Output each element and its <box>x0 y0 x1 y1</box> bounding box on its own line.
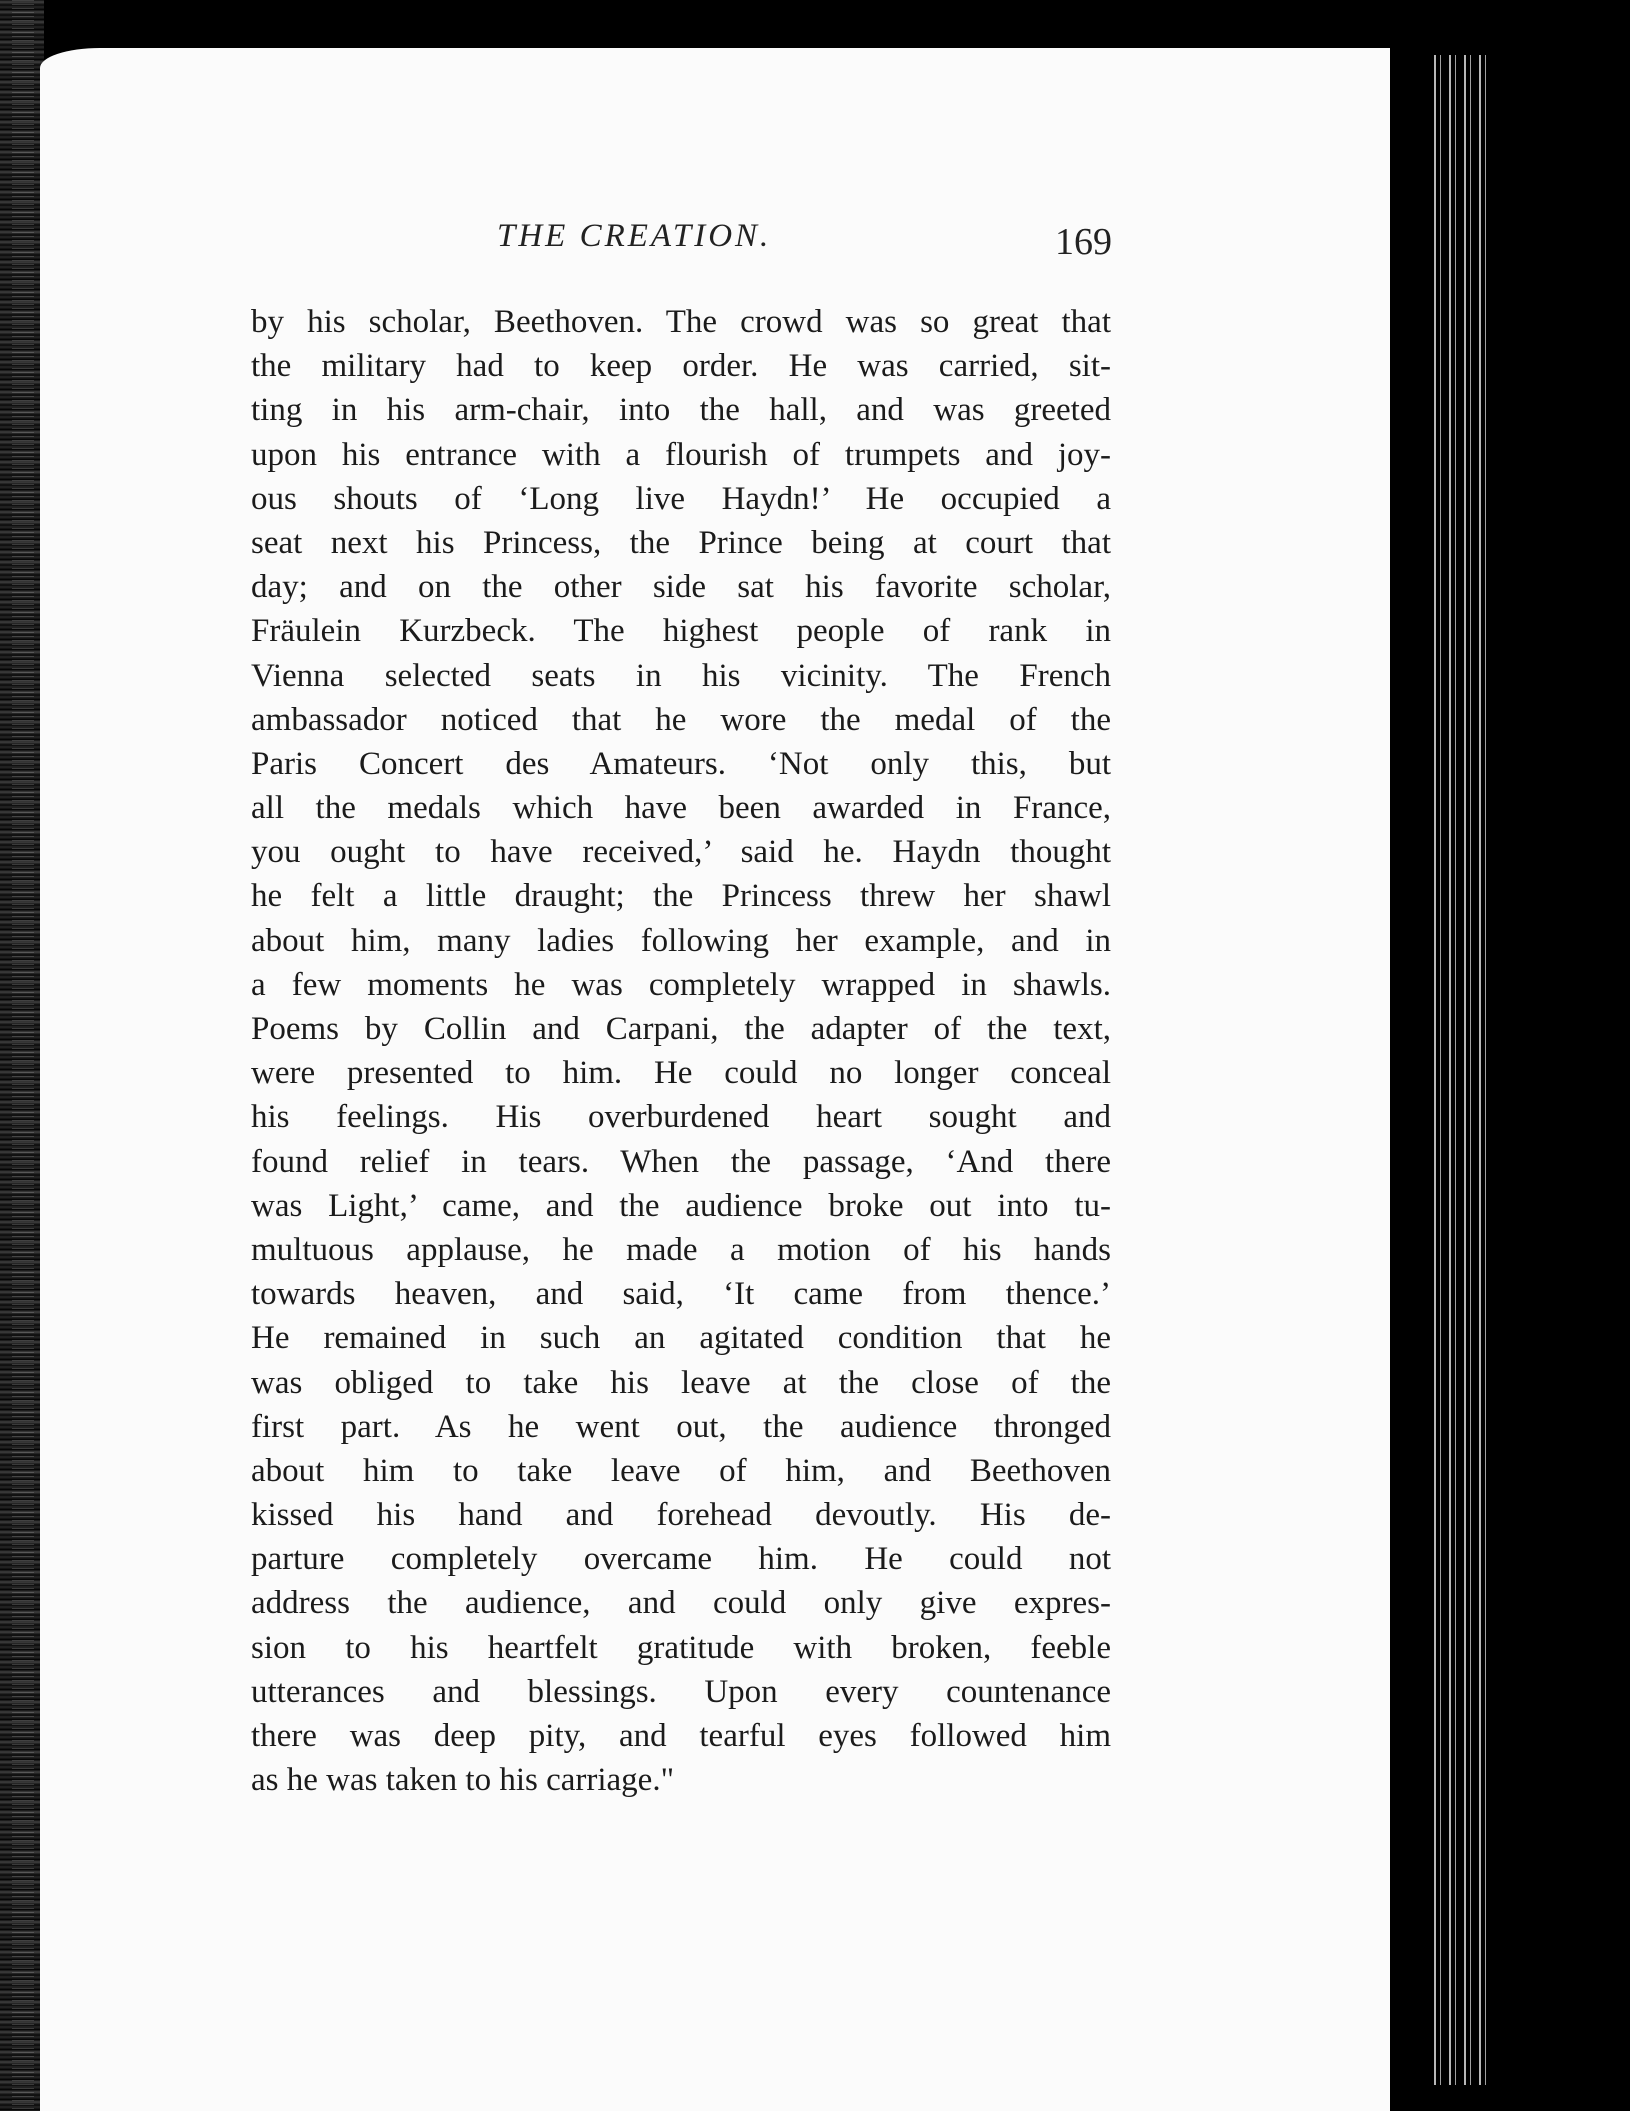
body-text <box>251 300 1111 1802</box>
text-line: He remained in such an agitated condition that he <box>251 1320 1111 1357</box>
text-line: found relief in tears. When the passage, ‘And there <box>251 1143 1111 1180</box>
text-line: ambassador noticed that he wore the medal of the <box>251 701 1111 738</box>
text-line-last: as he was taken to his carriage." <box>251 1762 675 1799</box>
text-line: were presented to him. He could no longer conceal <box>251 1055 1111 1092</box>
page-number: 169 <box>1055 221 1112 263</box>
text-line: address the audience, and could only give expres- <box>251 1585 1111 1622</box>
text-line: all the medals which have been awarded in France, <box>251 790 1111 827</box>
text-line: you ought to have received,’ said he. Haydn thought <box>251 834 1111 871</box>
text-line: Paris Concert des Amateurs. ‘Not only this, but <box>251 745 1111 782</box>
text-line: multuous applause, he made a motion of his hands <box>251 1231 1111 1268</box>
text-line: was obliged to take his leave at the close of the <box>251 1364 1111 1401</box>
page-header <box>252 218 1122 278</box>
text-line: Fräulein Kurzbeck. The highest people of rank in <box>251 613 1111 650</box>
text-line: Vienna selected seats in his vicinity. The French <box>251 657 1111 694</box>
text-line: kissed his hand and forehead devoutly. His de- <box>251 1497 1111 1534</box>
text-line: there was deep pity, and tearful eyes followed him <box>251 1718 1111 1754</box>
text-line: upon his entrance with a flourish of trumpets and joy- <box>251 436 1111 473</box>
page-edges <box>1390 0 1630 2111</box>
text-line: Poems by Collin and Carpani, the adapter of the text, <box>251 1011 1111 1047</box>
text-line: about him to take leave of him, and Beethoven <box>251 1452 1111 1489</box>
text-line: ting in his arm-chair, into the hall, and was greeted <box>251 392 1111 429</box>
text-line: about him, many ladies following her example, and in <box>251 922 1111 959</box>
text-line: ous shouts of ‘Long live Haydn!’ He occupied a <box>251 480 1111 517</box>
text-line: he felt a little draught; the Princess threw her shawl <box>251 878 1111 915</box>
page-leaves-stack <box>1430 55 1490 2085</box>
text-line: day; and on the other side sat his favorite scholar, <box>251 569 1111 606</box>
book-binding-edge <box>0 0 44 2111</box>
text-line: parture completely overcame him. He could not <box>251 1541 1111 1578</box>
text-line: sion to his heartfelt gratitude with broken, feeble <box>251 1629 1111 1666</box>
text-line: his feelings. His overburdened heart sought and <box>251 1099 1111 1136</box>
text-line: was Light,’ came, and the audience broke out into tu- <box>251 1187 1111 1224</box>
text-line: seat next his Princess, the Prince being at court that <box>251 524 1111 561</box>
text-line: first part. As he went out, the audience thronged <box>251 1408 1111 1445</box>
running-title: THE CREATION. <box>497 218 772 254</box>
text-line: by his scholar, Beethoven. The crowd was so great that <box>251 304 1111 340</box>
text-line: towards heaven, and said, ‘It came from thence.’ <box>251 1276 1111 1313</box>
text-line: utterances and blessings. Upon every countenance <box>251 1673 1111 1710</box>
text-line: a few moments he was completely wrapped in shawls. <box>251 966 1111 1003</box>
text-line: the military had to keep order. He was carried, sit- <box>251 348 1111 385</box>
